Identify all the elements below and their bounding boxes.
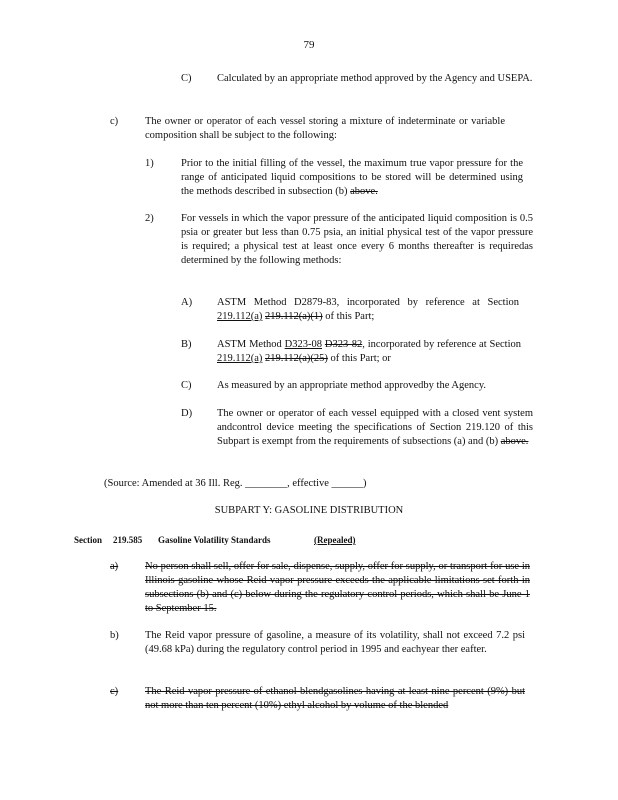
item-text: As measured by an appropriate method approvedby the Agency.: [217, 380, 487, 391]
item-text: [217, 407, 533, 449]
section-repealed: (Repealed): [314, 535, 356, 545]
deleted-text: above.: [500, 436, 529, 447]
text-segment: of this Part;: [325, 311, 375, 322]
item-label: A): [181, 297, 193, 308]
deleted-text: 219.112(a)(1): [265, 311, 323, 322]
item-label: C): [181, 380, 192, 391]
text-segment: ASTM Method D2879-83, incorporated by reference at Section: [217, 297, 519, 308]
section-number: 219.585: [113, 535, 143, 545]
text-segment: of this Part; or: [330, 353, 391, 364]
inserted-text: 219.112(a): [217, 353, 263, 364]
item-text: [217, 338, 521, 366]
item-text: For vessels in which the vapor pressure of the anticipated liquid composition is 0.5 psia or greater but less than 0.75 psia, an initial physical test of the vapor pressure is required; a physical test at least once every 6 months thereafter is requiredas determined by the following methods:: [181, 213, 533, 266]
page-number: 79: [303, 39, 315, 51]
item-label: D): [181, 408, 193, 419]
item-text-body: The owner or operator of each vessel equipped with a closed vent system andcontrol device meeting the specifications of Section 219.120 of this Subpart is exempt from the requirements of subsections (a) and (b): [217, 408, 533, 447]
item-label: c): [110, 686, 119, 697]
item-text: No person shall sell, offer for sale, dispense, supply, offer for supply, or transport for use in Illinois gasoline whose Reid vapor pressure exceeds the applicable limitations set forth in subsections (b) and (c) below during the regulatory control periods, which shall be June 1 to September 15.: [145, 561, 530, 614]
text-segment: ASTM Method: [217, 339, 282, 350]
deleted-text: 219.112(a)(25): [265, 353, 328, 364]
item-text: [181, 157, 523, 199]
deleted-text: D323-82: [324, 339, 363, 350]
section-label: Section: [74, 535, 102, 545]
inserted-text: D323-08: [284, 339, 322, 350]
deleted-text: above.: [350, 186, 378, 197]
subpart-heading: SUBPART Y: GASOLINE DISTRIBUTION: [214, 505, 404, 516]
text-segment: , incorporated by reference at Section: [362, 339, 522, 350]
item-label: 2): [145, 213, 154, 224]
section-title: Gasoline Volatility Standards: [158, 535, 271, 545]
item-label: c): [110, 116, 119, 127]
item-text: [217, 296, 519, 324]
item-label: a): [110, 561, 119, 572]
item-text: Calculated by an appropriate method approved by the Agency and USEPA.: [217, 73, 533, 84]
item-text: The Reid vapor pressure of ethanol blendgasolines having at least nine percent (9%) but not more than ten percent (10%) ethyl alcohol by volume of the blended: [145, 686, 525, 711]
inserted-text: 219.112(a): [217, 311, 263, 322]
item-label: B): [181, 339, 192, 350]
item-text-body: Prior to the initial filling of the vessel, the maximum true vapor pressure for the range of anticipated liquid compositions to be stored will be determined using the methods described in subsection (b): [181, 158, 523, 197]
item-label: C): [181, 73, 192, 84]
item-label: b): [110, 630, 119, 641]
item-text: The owner or operator of each vessel storing a mixture of indeterminate or variable composition shall be subject to the following:: [145, 116, 505, 141]
item-text: The Reid vapor pressure of gasoline, a measure of its volatility, shall not exceed 7.2 psi (49.68 kPa) during the regulatory control period in 1995 and eachyear ther eafter.: [145, 630, 525, 655]
source-note: (Source: Amended at 36 Ill. Reg. ________, effective ______): [104, 478, 367, 489]
item-label: 1): [145, 158, 154, 169]
